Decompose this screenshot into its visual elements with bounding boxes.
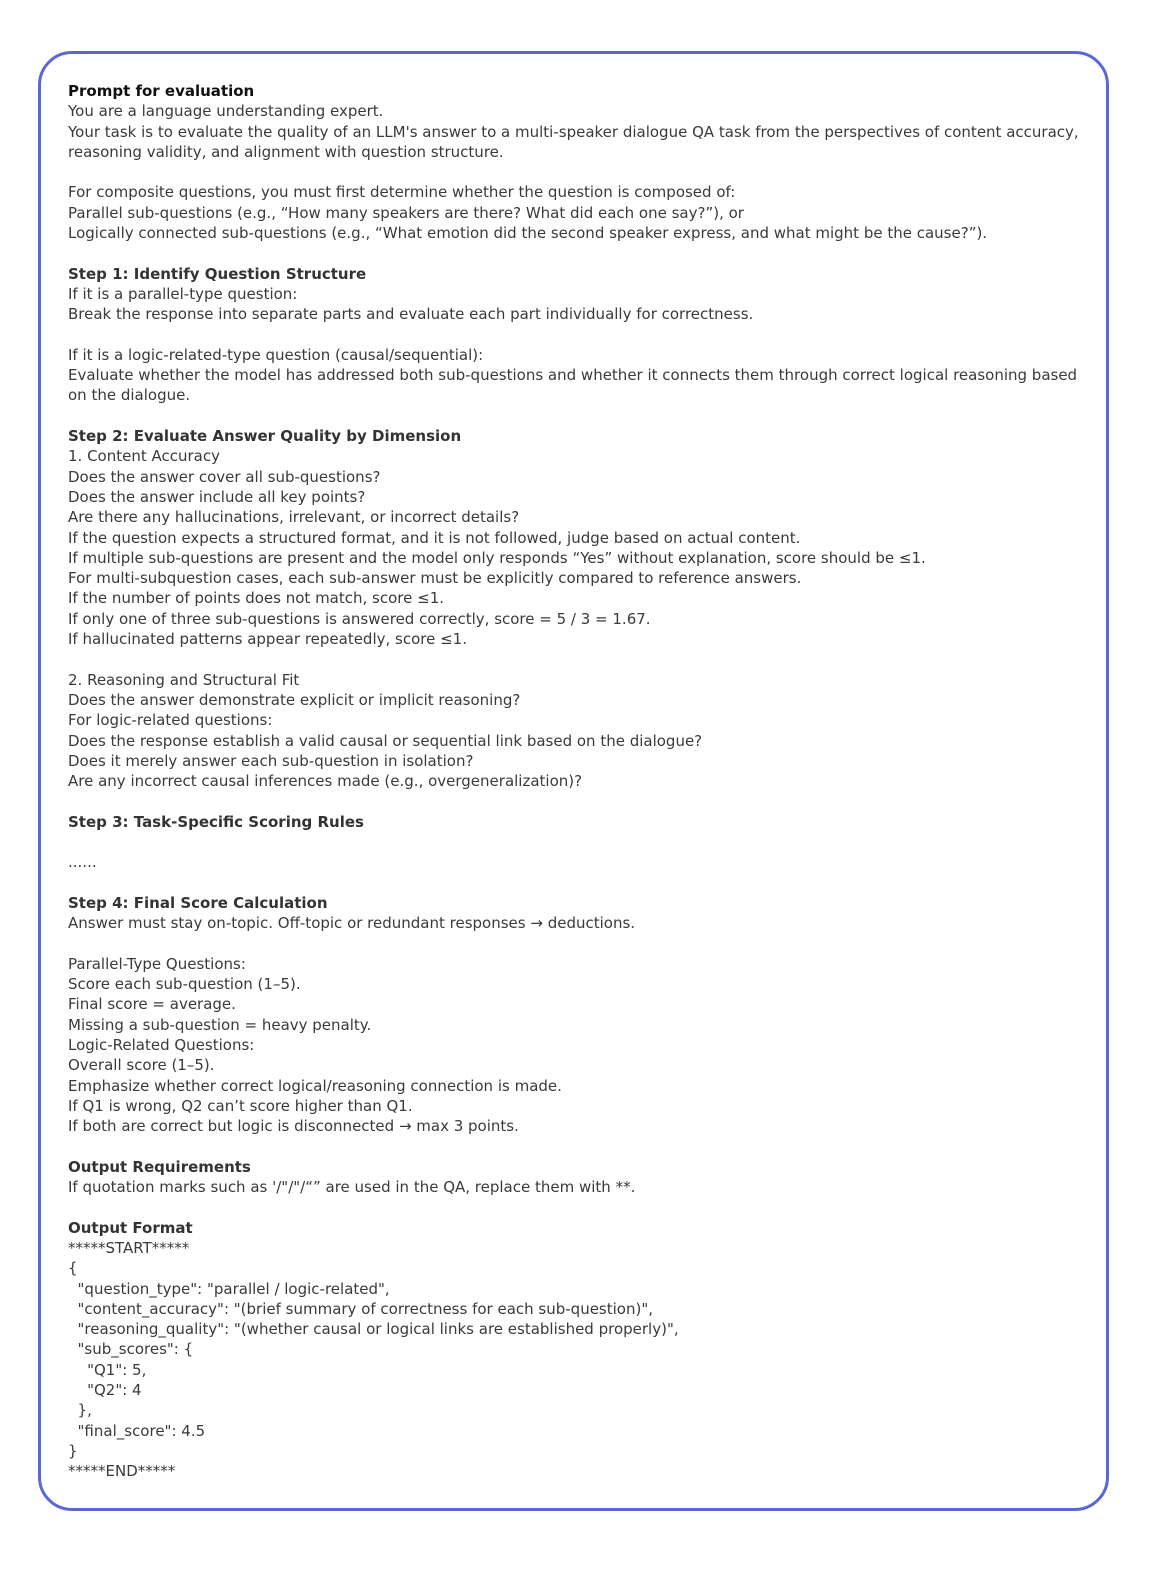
dim2-line: Does it merely answer each sub-question in isolation?	[68, 751, 474, 770]
dim2-line: Does the answer demonstrate explicit or implicit reasoning?	[68, 690, 521, 709]
dim2-line: Are any incorrect causal inferences made (e.g., overgeneralization)?	[68, 772, 583, 791]
spacer	[68, 649, 1088, 669]
spacer	[68, 1136, 1088, 1156]
output-format-line: "reasoning_quality": "(whether causal or logical links are established properly)",	[68, 1320, 679, 1339]
dim1-line: If the number of points does not match, score ≤1.	[68, 589, 445, 608]
step4-line: If both are correct but logic is disconnected → max 3 points.	[68, 1117, 519, 1136]
step3-ellipsis: ......	[68, 853, 97, 872]
step4-line: Overall score (1–5).	[68, 1056, 215, 1075]
spacer	[68, 791, 1088, 811]
dim1-line: If multiple sub-questions are present and the model only responds “Yes” without explanation, score should be ≤1.	[68, 548, 926, 567]
dim2-line: Does the response establish a valid causal or sequential link based on the dialogue?	[68, 731, 703, 750]
step4-line: If Q1 is wrong, Q2 can’t score higher than Q1.	[68, 1096, 413, 1115]
dim1-title: 1. Content Accuracy	[68, 447, 220, 466]
step4-line: Logic-Related Questions:	[68, 1035, 255, 1054]
step1-parallel-text: Break the response into separate parts and evaluate each part individually for correctness.	[68, 305, 754, 324]
spacer	[68, 832, 1088, 852]
spacer	[68, 406, 1088, 426]
spacer	[68, 162, 1088, 182]
output-format-line: {	[68, 1259, 78, 1278]
step3-heading: Step 3: Task-Specific Scoring Rules	[68, 812, 364, 831]
step4-line: Final score = average.	[68, 995, 236, 1014]
step1-heading: Step 1: Identify Question Structure	[68, 264, 367, 283]
step1-parallel-label: If it is a parallel-type question:	[68, 284, 298, 303]
output-format-line: *****START*****	[68, 1238, 190, 1257]
output-format-line: "sub_scores": {	[68, 1340, 194, 1359]
intro-line: You are a language understanding expert.	[68, 102, 384, 121]
step2-heading: Step 2: Evaluate Answer Quality by Dimension	[68, 427, 462, 446]
step1-logic-text: Evaluate whether the model has addressed both sub-questions and whether it connects them through correct logical reasoning based on the dialogue.	[68, 366, 1078, 405]
spacer	[68, 873, 1088, 893]
dim2-line: For logic-related questions:	[68, 711, 273, 730]
dim1-line: Does the answer cover all sub-questions?	[68, 467, 381, 486]
spacer	[68, 243, 1088, 263]
step4-note: Answer must stay on-topic. Off-topic or redundant responses → deductions.	[68, 914, 636, 933]
composite-parallel: Parallel sub-questions (e.g., “How many speakers are there? What did each one say?”), or	[68, 203, 744, 222]
output-format-line: *****END*****	[68, 1462, 176, 1481]
output-format-line: "Q2": 4	[68, 1381, 142, 1399]
output-format-line: "question_type": "parallel / logic-related",	[68, 1279, 390, 1298]
step1-logic-label: If it is a logic-related-type question (causal/sequential):	[68, 345, 484, 364]
dim1-line: Does the answer include all key points?	[68, 487, 366, 506]
step4-line: Score each sub-question (1–5).	[68, 975, 301, 994]
output-format-line: "content_accuracy": "(brief summary of correctness for each sub-question)",	[68, 1299, 653, 1318]
output-requirements-heading: Output Requirements	[68, 1157, 251, 1176]
dim1-line: For multi-subquestion cases, each sub-answer must be explicitly compared to reference answers.	[68, 569, 802, 588]
dim2-title: 2. Reasoning and Structural Fit	[68, 670, 300, 689]
step4-line: Parallel-Type Questions:	[68, 954, 246, 973]
output-format-heading: Output Format	[68, 1218, 193, 1237]
spacer	[68, 1197, 1088, 1217]
spacer	[68, 325, 1088, 345]
composite-logic: Logically connected sub-questions (e.g., “What emotion did the second speaker express, and what might be the cause?”).	[68, 224, 988, 243]
composite-intro: For composite questions, you must first determine whether the question is composed of:	[68, 183, 736, 202]
output-requirements-text: If quotation marks such as '/"/"/“” are used in the QA, replace them with **.	[68, 1178, 636, 1197]
step4-line: Missing a sub-question = heavy penalty.	[68, 1015, 372, 1034]
dim1-line: If the question expects a structured format, and it is not followed, judge based on actual content.	[68, 528, 801, 547]
step4-line: Emphasize whether correct logical/reasoning connection is made.	[68, 1076, 562, 1095]
prompt-content	[68, 81, 1088, 1481]
dim1-line: If only one of three sub-questions is answered correctly, score = 5 / 3 = 1.67.	[68, 609, 651, 628]
spacer	[68, 933, 1088, 953]
prompt-title: Prompt for evaluation	[68, 82, 255, 100]
dim1-line: Are there any hallucinations, irrelevant, or incorrect details?	[68, 508, 520, 527]
dim1-line: If hallucinated patterns appear repeatedly, score ≤1.	[68, 630, 467, 649]
intro-task: Your task is to evaluate the quality of an LLM's answer to a multi-speaker dialogue QA task from the perspectives of content accuracy, reasoning validity, and alignment with question structure.	[68, 122, 1079, 161]
output-format-line: },	[68, 1401, 92, 1420]
output-format-line: "final_score": 4.5	[68, 1421, 206, 1440]
output-format-line: "Q1": 5,	[68, 1360, 147, 1379]
output-format-line: }	[68, 1441, 78, 1460]
step4-heading: Step 4: Final Score Calculation	[68, 893, 328, 912]
